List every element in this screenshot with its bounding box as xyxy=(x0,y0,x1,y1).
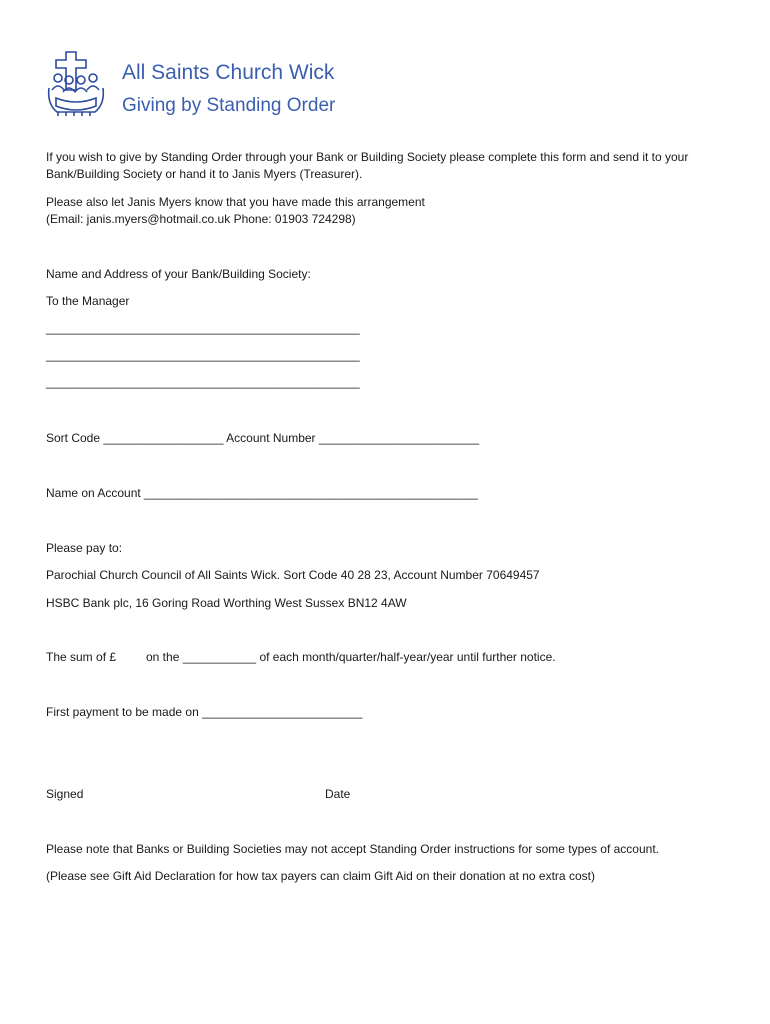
gift-aid-note: (Please see Gift Aid Declaration for how tax payers can claim Gift Aid on their donation at no extra cost) xyxy=(46,869,595,883)
bank-address-blank-3[interactable]: _______________________________________________ xyxy=(46,375,360,389)
church-logo xyxy=(46,50,106,116)
bank-address-blank-1[interactable]: _______________________________________________ xyxy=(46,321,360,335)
sum-prefix-text: The sum of £ xyxy=(46,650,117,664)
form-subtitle: Giving by Standing Order xyxy=(122,95,336,116)
payee-bank-address: HSBC Bank plc, 16 Goring Road Worthing West Sussex BN12 4AW xyxy=(46,596,407,610)
bank-address-blank-2[interactable]: _______________________________________________ xyxy=(46,348,360,362)
date-label: Date xyxy=(325,787,351,801)
bank-address-heading: Name and Address of your Bank/Building Society: xyxy=(46,267,311,281)
sort-code-account-number-field[interactable]: Sort Code __________________ Account Number ________________________ xyxy=(46,431,480,445)
please-pay-to-heading: Please pay to: xyxy=(46,541,123,555)
intro-paragraph: If you wish to give by Standing Order through your Bank or Building Society please complete this form and send it to your Bank/Building Society or hand it to Janis Myers (Treasurer). xyxy=(46,150,689,181)
treasurer-contact-text: (Email: janis.myers@hotmail.co.uk Phone: 01903 724298) xyxy=(46,212,356,226)
church-name-title: All Saints Church Wick xyxy=(122,61,335,84)
account-types-note: Please note that Banks or Building Societies may not accept Standing Order instructions for some types of account. xyxy=(46,842,659,856)
name-on-account-field[interactable]: Name on Account __________________________________________________ xyxy=(46,486,478,500)
payment-frequency-field[interactable]: on the ___________ of each month/quarter/half-year/year until further notice. xyxy=(146,650,556,664)
notify-treasurer-text: Please also let Janis Myers know that you have made this arrangement xyxy=(46,195,425,209)
signed-label: Signed xyxy=(46,787,84,801)
first-payment-field[interactable]: First payment to be made on ________________________ xyxy=(46,705,363,719)
to-the-manager-text: To the Manager xyxy=(46,294,130,308)
payee-account-details: Parochial Church Council of All Saints Wick. Sort Code 40 28 23, Account Number 70649457 xyxy=(46,568,540,582)
